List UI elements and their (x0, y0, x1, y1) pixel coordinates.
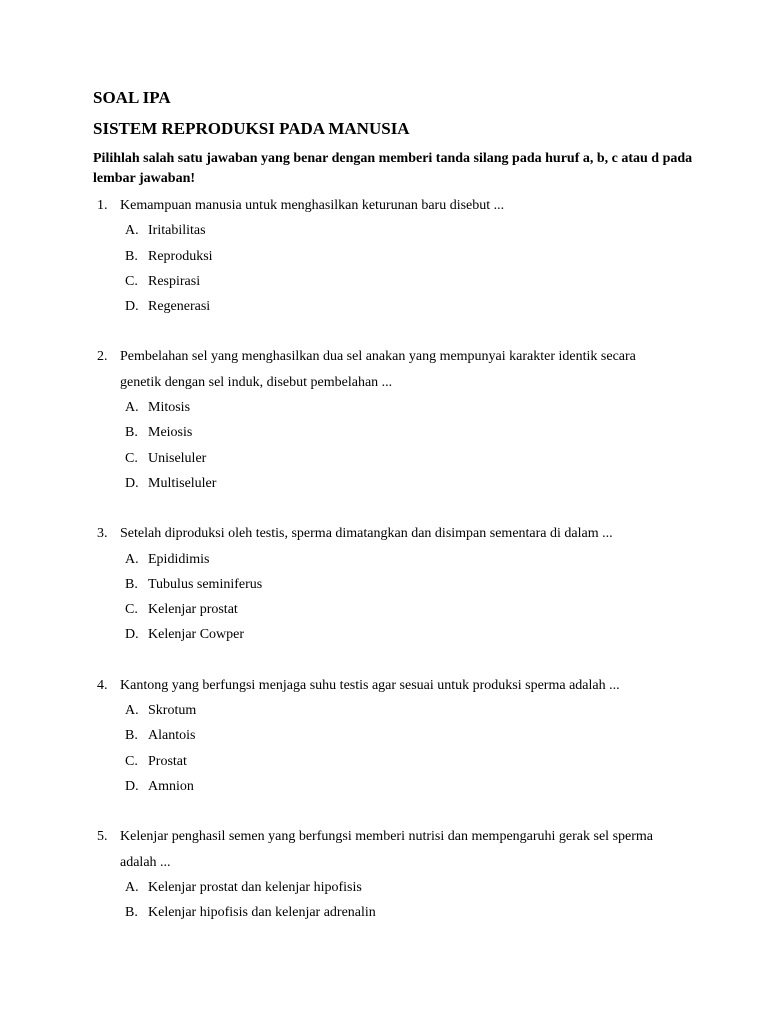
answer-option (0, 420, 768, 445)
question-row (0, 193, 768, 218)
answer-option (0, 269, 768, 294)
option-letter: B. (125, 905, 138, 921)
option-text: Epididimis (148, 551, 210, 567)
option-text: Kelenjar prostat (148, 602, 238, 618)
option-letter: A. (125, 223, 139, 239)
question-row (0, 521, 768, 546)
answer-option (0, 547, 768, 572)
option-text: Skrotum (148, 703, 197, 719)
question-number: 5. (97, 829, 108, 845)
option-text: Regenerasi (148, 299, 211, 315)
question-number: 2. (97, 349, 108, 365)
question-number: 4. (97, 677, 108, 693)
option-list (0, 698, 768, 799)
option-letter: C. (125, 450, 138, 466)
option-letter: B. (125, 728, 138, 744)
option-text: Kelenjar prostat dan kelenjar hipofisis (148, 879, 362, 895)
question-text: Setelah diproduksi oleh testis, sperma dimatangkan dan disimpan sementara di dalam ... (120, 526, 613, 542)
option-list (0, 547, 768, 648)
document-title: SOAL IPA (93, 88, 171, 107)
answer-option (0, 698, 768, 723)
question-row (0, 824, 768, 875)
option-text: Prostat (148, 753, 187, 769)
option-letter: C. (125, 602, 138, 618)
option-list (0, 875, 768, 926)
option-list (0, 395, 768, 496)
answer-option (0, 446, 768, 471)
option-text: Iritabilitas (148, 223, 206, 239)
option-letter: B. (125, 425, 138, 441)
option-text: Respirasi (148, 273, 201, 289)
option-letter: D. (125, 475, 139, 491)
question-text: Kemampuan manusia untuk menghasilkan keturunan baru disebut ... (120, 198, 505, 213)
answer-option (0, 749, 768, 774)
answer-option (0, 471, 768, 496)
question-item (0, 193, 768, 319)
answer-option (0, 244, 768, 269)
option-text: Alantois (148, 728, 196, 744)
option-letter: C. (125, 273, 138, 289)
answer-option (0, 622, 768, 647)
option-text: Kelenjar Cowper (148, 627, 245, 643)
option-text: Mitosis (148, 400, 191, 416)
option-letter: A. (125, 551, 139, 567)
option-text: Meiosis (148, 425, 193, 441)
answer-option (0, 218, 768, 243)
option-text: Reproduksi (148, 248, 213, 264)
answer-option (0, 294, 768, 319)
option-letter: D. (125, 299, 139, 315)
option-letter: D. (125, 778, 139, 794)
answer-option (0, 774, 768, 799)
option-letter: B. (125, 576, 138, 592)
question-list (0, 193, 768, 950)
option-text: Amnion (148, 778, 194, 794)
option-letter: A. (125, 400, 139, 416)
question-number: 1. (97, 198, 108, 213)
option-letter: C. (125, 753, 138, 769)
question-item (0, 521, 768, 647)
option-text: Kelenjar hipofisis dan kelenjar adrenalin (148, 905, 376, 921)
document-subtitle: SISTEM REPRODUKSI PADA MANUSIA (93, 119, 410, 138)
question-number: 3. (97, 526, 108, 542)
option-text: Tubulus seminiferus (148, 576, 263, 592)
option-letter: D. (125, 627, 139, 643)
option-letter: A. (125, 879, 139, 895)
answer-option (0, 723, 768, 748)
option-text: Uniseluler (148, 450, 207, 466)
answer-option (0, 395, 768, 420)
answer-option (0, 597, 768, 622)
option-letter: B. (125, 248, 138, 264)
question-item (0, 673, 768, 799)
question-item (0, 824, 768, 925)
question-text: Pembelahan sel yang menghasilkan dua sel anakan yang mempunyai karakter identik secara genetik dengan sel induk, disebut pembelahan ... (120, 349, 636, 390)
instruction-text: Pilihlah salah satu jawaban yang benar dengan memberi tanda silang pada huruf a, b, c atau d pada lembar jawaban! (93, 151, 693, 186)
option-letter: A. (125, 703, 139, 719)
question-item (0, 344, 768, 496)
answer-option (0, 572, 768, 597)
question-row (0, 673, 768, 698)
option-list (0, 218, 768, 319)
question-text: Kelenjar penghasil semen yang berfungsi memberi nutrisi dan mempengaruhi gerak sel sperma adalah ... (120, 829, 653, 870)
answer-option (0, 875, 768, 900)
answer-option (0, 900, 768, 925)
question-text: Kantong yang berfungsi menjaga suhu testis agar sesuai untuk produksi sperma adalah ... (120, 677, 620, 693)
question-row (0, 344, 768, 395)
option-text: Multiseluler (148, 475, 217, 491)
